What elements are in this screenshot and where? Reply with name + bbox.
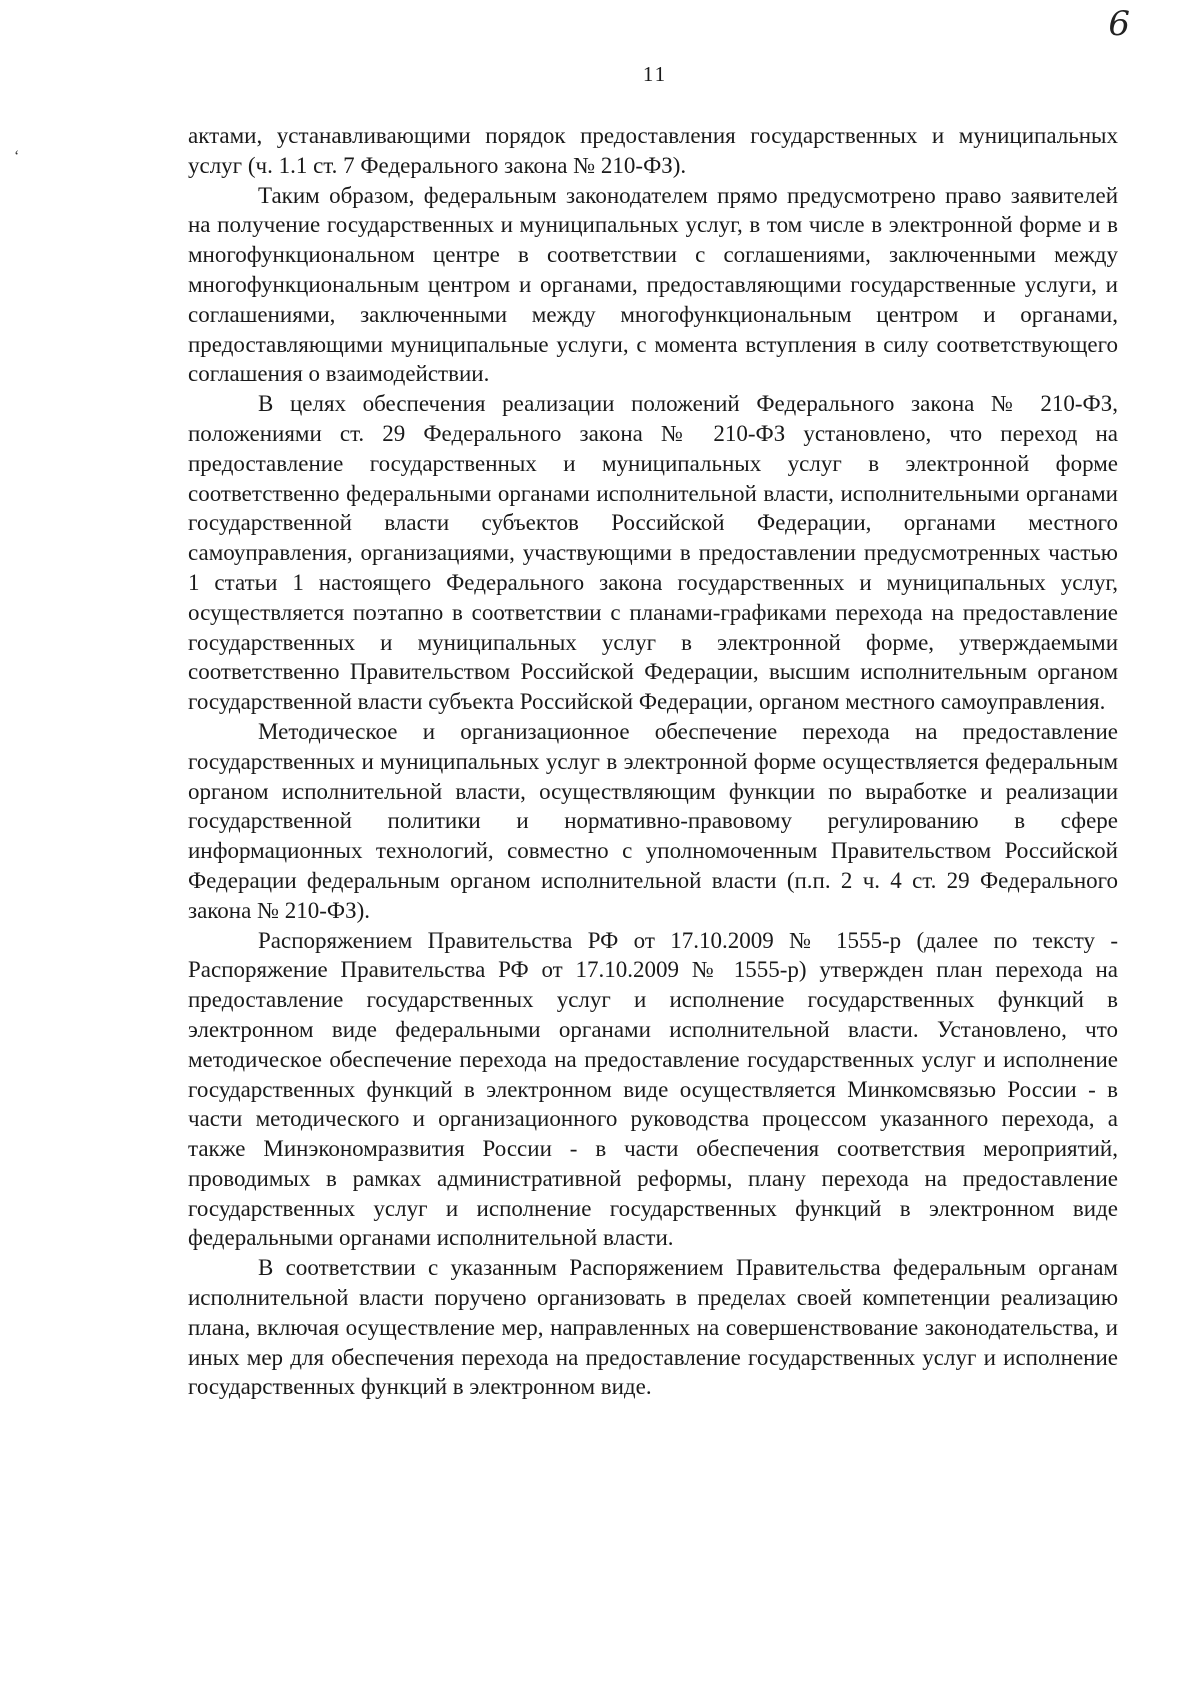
document-body (188, 121, 1118, 1402)
paragraph-continuation: актами, устанавливающими порядок предоставления государственных и муниципальных услуг (ч. 1.1 ст. 7 Федерального закона № 210-ФЗ). (188, 123, 1118, 178)
paragraph-3: В целях обеспечения реализации положений Федерального закона № 210-ФЗ, положениями ст. 29 Федерального закона № 210-ФЗ установлено, что переход на предоставление государственных и муниципальных услуг в электронной форме соответственно федеральными органами исполнительной власти, исполнительными органами государственной власти субъектов Российской Федерации, органами местного самоуправления, организациями, участвующими в предоставлении предусмотренных частью 1 статьи 1 настоящего Федерального закона государственных и муниципальных услуг, осуществляется поэтапно в соответствии с планами-графиками перехода на предоставление государственных и муниципальных услуг в электронной форме, утверждаемыми соответственно Правительством Российской Федерации, высшим исполнительным органом государственной власти субъекта Российской Федерации, органом местного самоуправления. (188, 391, 1118, 715)
page-number: 11 (642, 62, 668, 86)
paragraph-4: Методическое и организационное обеспечение перехода на предоставление государственных и муниципальных услуг в электронной форме осуществляется федеральным органом исполнительной власти, осуществляющим функции по выработке и реализации государственной политики и нормативно-правовому регулированию в сфере информационных технологий, совместно с уполномоченным Правительством Российской Федерации федеральным органом исполнительной власти (п.п. 2 ч. 4 ст. 29 Федерального закона № 210-ФЗ). (188, 718, 1118, 923)
scan-artifact-mark: ʻ (14, 148, 20, 165)
paragraph-5: Распоряжением Правительства РФ от 17.10.2009 № 1555-р (далее по тексту - Распоряжение Правительства РФ от 17.10.2009 № 1555-р) утвержден план перехода на предоставление государственных услуг и исполнение государственных функций в электронном виде федеральными органами исполнительной власти. Установлено, что методическое обеспечение перехода на предоставление государственных услуг и исполнение государственных функций в электронном виде осуществляется Минкомсвязью России - в части методического и организационного руководства процессом указанного перехода, а также Минэкономразвития России - в части обеспечения соответствия мероприятий, проводимых в рамках административной реформы, плану перехода на предоставление государственных услуг и исполнение государственных функций в электронном виде федеральными органами исполнительной власти. (188, 927, 1118, 1251)
paragraph-6: В соответствии с указанным Распоряжением Правительства федеральным органам исполнительной власти поручено организовать в пределах своей компетенции реализацию плана, включая осуществление мер, направленных на совершенствование законодательства, и иных мер для обеспечения перехода на предоставление государственных услуг и исполнение государственных функций в электронном виде. (188, 1255, 1118, 1400)
handwritten-page-mark: 6 (1108, 4, 1130, 44)
paragraph-2: Таким образом, федеральным законодателем прямо предусмотрено право заявителей на получение государственных и муниципальных услуг, в том числе в электронной форме и в многофункциональном центре в соответствии с соглашениями, заключенными между многофункциональным центром и органами, предоставляющими государственные услуги, и соглашениями, заключенными между многофункциональным центром и органами, предоставляющими муниципальные услуги, с момента вступления в силу соответствующего соглашения о взаимодействии. (188, 182, 1118, 387)
